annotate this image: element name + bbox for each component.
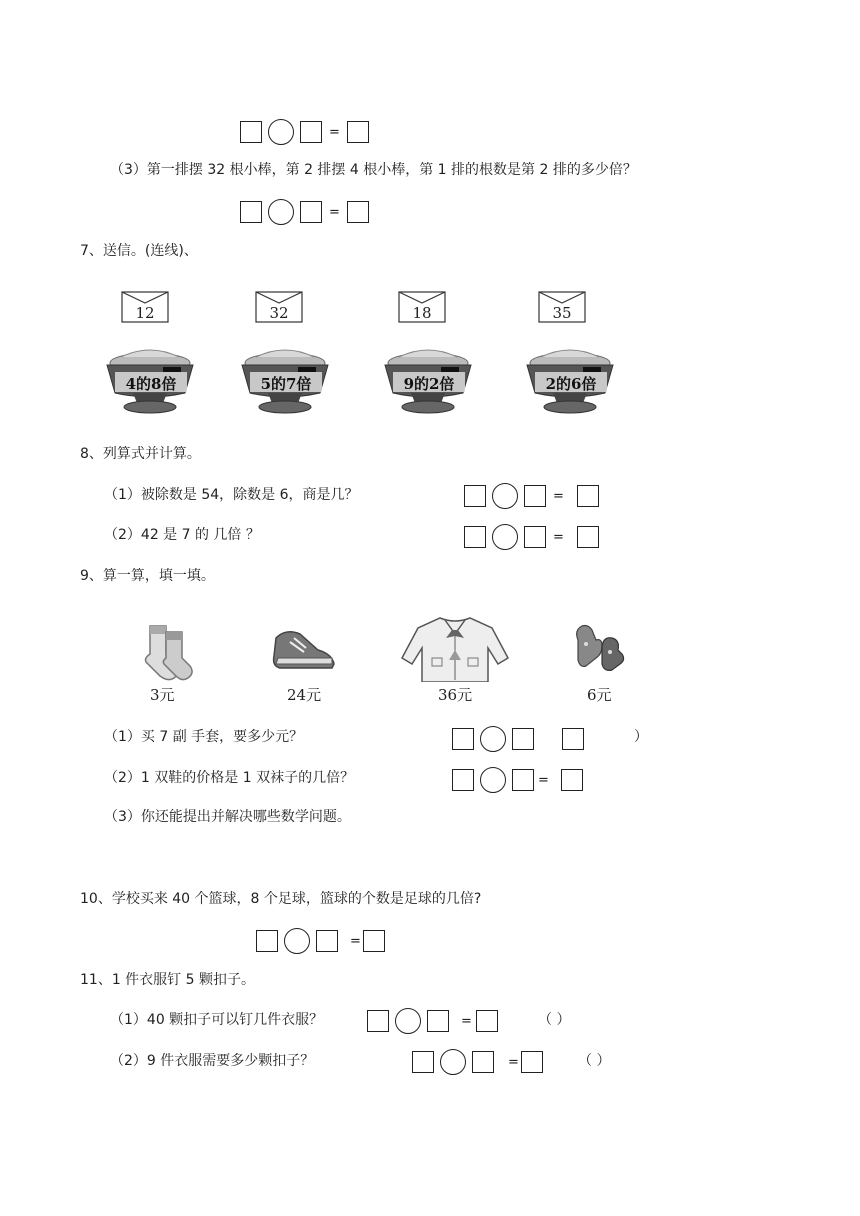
answer-paren: （ ）	[538, 1012, 571, 1028]
equals-sign: =	[461, 1013, 472, 1029]
operator-circle[interactable]	[480, 726, 506, 752]
equation-row	[412, 1049, 543, 1075]
answer-box[interactable]	[464, 526, 486, 548]
question-6-item-3: （3）第一排摆 32 根小棒，第 2 排摆 4 根小棒，第 1 排的根数是第 2 排的多少倍？	[110, 162, 637, 178]
question-8-item-2: （2）42 是 7 的 几倍 ？	[104, 527, 260, 543]
price-label: 36元	[438, 686, 473, 704]
answer-box[interactable]	[256, 930, 278, 952]
envelope[interactable]	[538, 291, 586, 323]
question-9-item-1: （1）买 7 副 手套，要多少元？	[104, 729, 304, 745]
equals-sign: =	[329, 204, 340, 220]
equation-row	[452, 726, 584, 752]
shoes-icon	[270, 618, 340, 676]
socks-icon	[132, 622, 198, 682]
answer-box[interactable]	[476, 1010, 498, 1032]
question-11-item-1: （1）40 颗扣子可以钉几件衣服？	[110, 1012, 324, 1028]
question-7-title: 7、送信。(连线)、	[80, 243, 198, 259]
equals-sign: =	[538, 772, 549, 788]
answer-box[interactable]	[524, 526, 546, 548]
answer-box[interactable]	[452, 769, 474, 791]
answer-box[interactable]	[472, 1051, 494, 1073]
price-label: 3元	[150, 686, 175, 704]
mailbox-label: 5的7倍	[260, 375, 312, 393]
unit-paren: ）	[634, 729, 648, 745]
answer-box[interactable]	[367, 1010, 389, 1032]
operator-circle[interactable]	[268, 199, 294, 225]
equation-row	[464, 483, 599, 509]
operator-circle[interactable]	[284, 928, 310, 954]
envelope[interactable]	[398, 291, 446, 323]
equals-sign: =	[329, 124, 340, 140]
envelope-number: 35	[552, 304, 572, 322]
answer-box[interactable]	[240, 201, 262, 223]
mailbox-label: 4的8倍	[125, 375, 177, 393]
operator-circle[interactable]	[440, 1049, 466, 1075]
mailbox-label: 9的2倍	[403, 375, 455, 393]
answer-paren: （ ）	[578, 1053, 611, 1069]
gloves-icon	[572, 622, 628, 672]
envelope[interactable]	[255, 291, 303, 323]
mailbox[interactable]	[521, 347, 619, 415]
price-label: 24元	[287, 686, 322, 704]
equals-sign: =	[553, 529, 564, 545]
answer-box[interactable]	[300, 121, 322, 143]
answer-box[interactable]	[347, 121, 369, 143]
answer-box[interactable]	[561, 769, 583, 791]
answer-box[interactable]	[512, 769, 534, 791]
answer-box[interactable]	[412, 1051, 434, 1073]
answer-box[interactable]	[452, 728, 474, 750]
question-11-item-2: （2）9 件衣服需要多少颗扣子？	[110, 1053, 315, 1069]
jacket-icon	[400, 614, 510, 682]
equation-row	[452, 767, 583, 793]
mailbox-label: 2的6倍	[545, 375, 597, 393]
answer-box[interactable]	[562, 728, 584, 750]
question-9-title: 9、算一算，填一填。	[80, 568, 215, 584]
answer-box[interactable]	[524, 485, 546, 507]
mailbox[interactable]	[101, 347, 199, 415]
mailbox[interactable]	[379, 347, 477, 415]
question-8-title: 8、列算式并计算。	[80, 446, 201, 462]
question-9-item-2: （2）1 双鞋的价格是 1 双袜子的几倍？	[104, 770, 355, 786]
answer-box[interactable]	[521, 1051, 543, 1073]
question-11-title: 11、1 件衣服钉 5 颗扣子。	[80, 972, 255, 988]
equals-sign: =	[553, 488, 564, 504]
answer-box[interactable]	[240, 121, 262, 143]
question-9-item-3: （3）你还能提出并解决哪些数学问题。	[104, 809, 351, 825]
question-8-item-1: （1）被除数是 54，除数是 6，商是几？	[104, 487, 359, 503]
equation-row	[464, 524, 599, 550]
answer-box[interactable]	[577, 485, 599, 507]
envelope[interactable]	[121, 291, 169, 323]
answer-box[interactable]	[300, 201, 322, 223]
answer-box[interactable]	[316, 930, 338, 952]
equation-row	[256, 928, 385, 954]
equation-row	[367, 1008, 498, 1034]
question-10-title: 10、学校买来 40 个篮球，8 个足球，篮球的个数是足球的几倍?	[80, 891, 482, 907]
envelope-number: 32	[269, 304, 289, 322]
operator-circle[interactable]	[492, 483, 518, 509]
mailbox[interactable]	[236, 347, 334, 415]
answer-box[interactable]	[363, 930, 385, 952]
operator-circle[interactable]	[268, 119, 294, 145]
price-label: 6元	[587, 686, 612, 704]
answer-box[interactable]	[577, 526, 599, 548]
equals-sign: =	[350, 933, 361, 949]
equation-row	[240, 119, 369, 145]
answer-box[interactable]	[347, 201, 369, 223]
answer-box[interactable]	[512, 728, 534, 750]
envelope-number: 18	[412, 304, 432, 322]
operator-circle[interactable]	[492, 524, 518, 550]
envelope-number: 12	[135, 304, 155, 322]
equals-sign: =	[508, 1054, 519, 1070]
answer-box[interactable]	[464, 485, 486, 507]
operator-circle[interactable]	[395, 1008, 421, 1034]
operator-circle[interactable]	[480, 767, 506, 793]
answer-box[interactable]	[427, 1010, 449, 1032]
equation-row	[240, 199, 369, 225]
